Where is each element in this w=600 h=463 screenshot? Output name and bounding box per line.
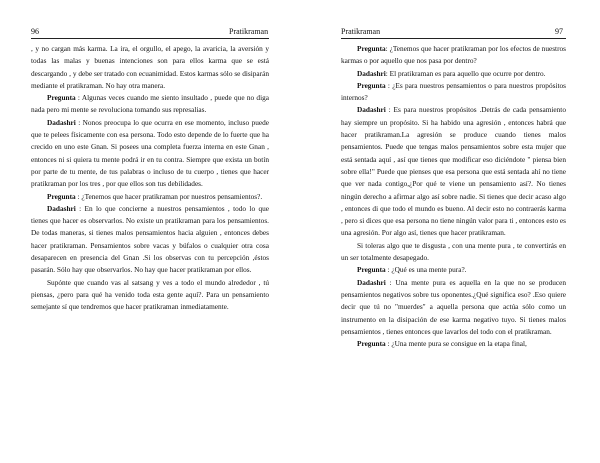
speaker-separator: : [385, 68, 390, 78]
paragraph [341, 104, 566, 239]
paragraph-text: El pratikraman es para aquello que ocurre por dentro. [389, 68, 546, 78]
paragraph-text: ¿Tenemos que hacer pratikraman por nuestros pensamientos?. [81, 191, 263, 201]
right-running-head: Pratikraman [341, 27, 381, 36]
speaker-label: Dadashri [357, 105, 386, 115]
paragraph-text: ¿Qué es una mente pura?. [391, 265, 467, 275]
speaker-separator: : [385, 80, 393, 90]
right-page-body [341, 43, 566, 350]
paragraph [31, 117, 269, 191]
speaker-separator: : [385, 277, 396, 287]
paragraph [31, 191, 269, 203]
left-running-head: Pratikraman [229, 27, 269, 36]
speaker-label: Dadashri [47, 117, 76, 127]
left-page-number: 96 [31, 27, 39, 36]
left-header-rule [31, 38, 269, 39]
paragraph [341, 277, 566, 338]
speaker-separator: : [385, 105, 394, 115]
paragraph-text: Supónte que cuando vas al satsang y ves a todo el mundo alrededor , tú piensas, ¿pero para qué ha venido toda esta gente aquí?. Para un pensamiento semejante sí que tendremos que hacer pratikraman inmediatamente. [31, 277, 269, 312]
paragraph-text: , y no cargan más karma. La ira, el orgullo, el apego, la avaricia, la aversión y todas las malas y buenas intenciones son para ellos karma que se está descargando , y debe ser tratado con ecuanimidad. Estos karmas sólo se disiparán mediante el pratikraman. No hay otra manera. [31, 44, 269, 90]
paragraph-text: Nonos preocupa lo que ocurra en ese momento, incluso puede que te pelees físicamente con esa persona. Todo esto depende de lo fuerte que ha crecido en uno este Gnan. Si posees una completa fuerza interna en este Gnan , entonces ni si quiera tu mente podrá ir en tu contra. Siempre que exista un botín por parte de tu mente, de tus palabras o incluso de tu cuerpo , tienes que hacer pratikraman por los tres , por que ellos son tus debilidades. [31, 117, 269, 189]
speaker-label: Pregunta [357, 265, 386, 275]
paragraph [341, 240, 566, 265]
speaker-separator: : [385, 339, 392, 349]
speaker-separator: : [75, 117, 83, 127]
paragraph-text: ¿Es para nuestros pensamientos o para nuestros propósitos internos? [341, 80, 566, 103]
paragraph [341, 68, 566, 80]
speaker-label: Dadashri [357, 68, 386, 78]
paragraph-text: En lo que concierne a nuestros pensamientos , todo lo que tienes que hacer es observarlos. No existe un pratikraman para los pensamientos. De todas maneras, si tienes malos pensamientos hacia alguien , entonces debes hacer pratikraman. Pensamientos sobre vacas y búfalos o cualquier otra cosa desaparecen en presencia del Gnan .Si los observas con tu percepción ,éstos pasarán. Sólo hay que observarlos. No hay que hacer pratikraman por ellos. [31, 203, 269, 275]
left-page-body [31, 43, 269, 314]
speaker-label: Pregunta [357, 339, 386, 349]
speaker-separator: : [75, 93, 82, 103]
right-page [300, 0, 600, 463]
left-page [0, 0, 290, 463]
right-header-rule [341, 38, 566, 39]
paragraph-text: Algunas veces cuando me siento insultado , puede que no diga nada pero mi mente se revoluciona tomando sus represalias. [31, 93, 269, 115]
speaker-label: Pregunta [357, 80, 386, 90]
speaker-label: Pregunta [47, 191, 76, 201]
paragraph-text: Una mente pura es aquella en la que no se producen pensamientos negativos sobre tus oponentes.¿Qué significa eso? .Eso quiere decir que tú no "muerdes" a aquella persona que actúa sólo como un instrumento en la disipación de ese karma negativo tuyo. Si tienes malos pensamientos , tienes entonces que lavarlos del todo con el pratikraman. [341, 277, 566, 336]
speaker-label: Dadashri [47, 203, 76, 213]
paragraph-text: Es para nuestros propósitos .Detrás de cada pensamiento hay siempre un propósito. Si ha habido una agresión , entonces habrá que hacer pratikraman.La agresión se produce cuando tienes malos pensamientos. Puede que tengas malos pensamientos sobre esta mujer que está sentada aquí , así que tienes que modificar eso diciéndote " piensa bien sobre ella!" Puede que pienses que esa persona que está sentada ahí no tiene que ver nada contigo,¿Por qué te viene un pensamiento así?. No tienes ningún derecho a afirmar algo así sobre nadie. Si tienes que decir acaso algo , entonces di que todo el mundo es bueno. Al decir esto no contraerás karma , pero si dices que esa persona no tiene ningún valor para ti , entonces esto es una agresión. Por algo así, tienes que hacer pratikraman. [341, 105, 566, 238]
paragraph [31, 277, 269, 314]
paragraph-text: ¿Tenemos que hacer pratikraman por los efectos de nuestros karmas o por aquello que nos pasa por dentro? [341, 44, 566, 66]
paragraph-text: ¿Una mente pura se consigue en la etapa final, [391, 339, 527, 349]
speaker-label: Dadashri [357, 277, 386, 287]
paragraph [341, 80, 566, 105]
paragraph-text: Si toleras algo que te disgusta , con una mente pura , te convertirás en un ser totalmente desapegado. [341, 240, 566, 263]
speaker-label: Pregunta [357, 44, 386, 53]
speaker-separator: : [385, 265, 392, 275]
paragraph [341, 338, 566, 350]
speaker-separator: : [75, 203, 85, 213]
paragraph [31, 92, 269, 117]
paragraph [31, 43, 269, 92]
speaker-label: Pregunta [47, 93, 76, 103]
right-page-number: 97 [555, 27, 563, 36]
paragraph [31, 203, 269, 277]
speaker-separator: : [75, 191, 82, 201]
paragraph [341, 264, 566, 276]
speaker-separator: : [385, 44, 390, 53]
paragraph [341, 43, 566, 68]
